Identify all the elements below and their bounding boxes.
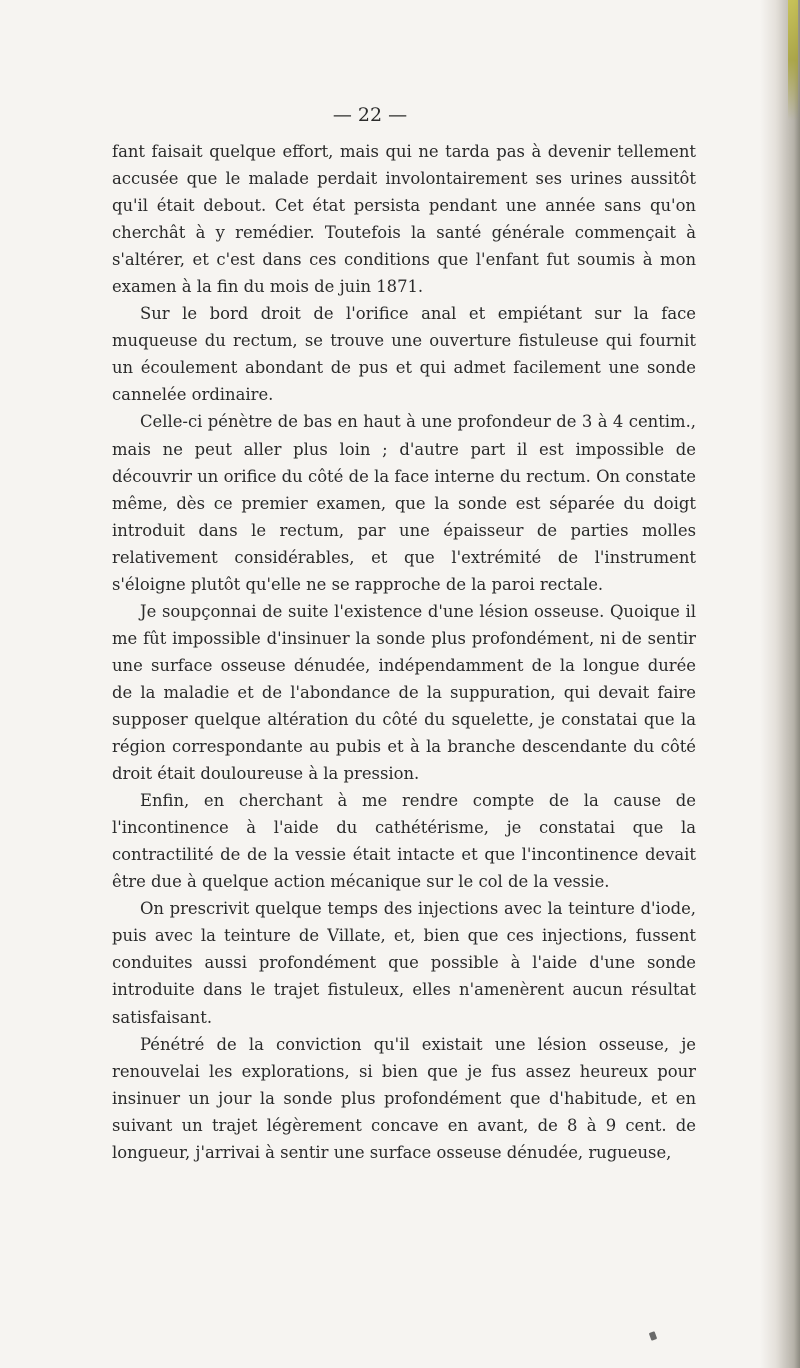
paragraph-7: Pénétré de la conviction qu'il existait une lésion osseuse, je renouvelai les explorations, si bien que je fus assez heureux pour insinuer un jour la sonde plus profondément que d'habitude, et en suivant un trajet légèrement concave en avant, de 8 à 9 cent. de longueur, j'arrivai à sentir une surface osseuse dénudée, rugueuse, [112,1034,696,1162]
page-edge-shadow [760,0,800,1368]
paragraph-4: Je soupçonnai de suite l'existence d'une lésion osseuse. Quoique il me fût impossible d'insinuer la sonde plus profondément, ni de sentir une surface osseuse dénudée, indépendamment de la longue durée de la maladie et de l'abondance de la suppuration, qui devait faire supposer quelque altération du côté du squelette, je constatai que la région correspondante au pubis et à la branche descendante du côté droit était douloureuse à la pression. [112,601,696,784]
ink-speck [649,1331,657,1341]
paragraph-3: Celle-ci pénètre de bas en haut à une profondeur de 3 à 4 centim., mais ne peut aller plus loin ; d'autre part il est impossible de découvrir un orifice du côté de la face interne du rectum. On constate même, dès ce premier examen, que la sonde est séparée du doigt introduit dans le rectum, par une épaisseur de parties molles relativement considérables, et que l'extrémité de l'instrument s'éloigne plutôt qu'elle ne se rapproche de la paroi rectale. [112,412,696,594]
page-edge-stain [788,0,798,120]
paragraph-5: Enfin, en cherchant à me rendre compte de la cause de l'incontinence à l'aide du cathétérisme, je constatai que la contractilité de de la vessie était intacte et que l'incontinence devait être due à quelque action mécanique sur le col de la vessie. [112,791,696,892]
body-text [112,138,696,1166]
paragraph-6: On prescrivit quelque temps des injections avec la teinture d'iode, puis avec la teinture de Villate, et, bien que ces injections, fussent conduites aussi profondément que possible à l'aide d'une sonde introduite dans le trajet fistuleux, elles n'amenèrent aucun résultat satisfaisant. [112,899,696,1027]
paragraph-2: Sur le bord droit de l'orifice anal et empiétant sur la face muqueuse du rectum, se trouve une ouverture fistuleuse qui fournit un écoulement abondant de pus et qui admet facilement une sonde cannelée ordinaire. [112,304,696,405]
page-number: — 22 — [332,104,408,126]
paragraph-1: fant faisait quelque effort, mais qui ne tarda pas à devenir tellement accusée que le malade perdait involontairement ses urines aussitôt qu'il était debout. Cet état persista pendant une année sans qu'on cherchât à y remédier. Toutefois la santé générale commençait à s'altérer, et c'est dans ces conditions que l'enfant fut soumis à mon examen à la fin du mois de juin 1871. [112,142,696,297]
